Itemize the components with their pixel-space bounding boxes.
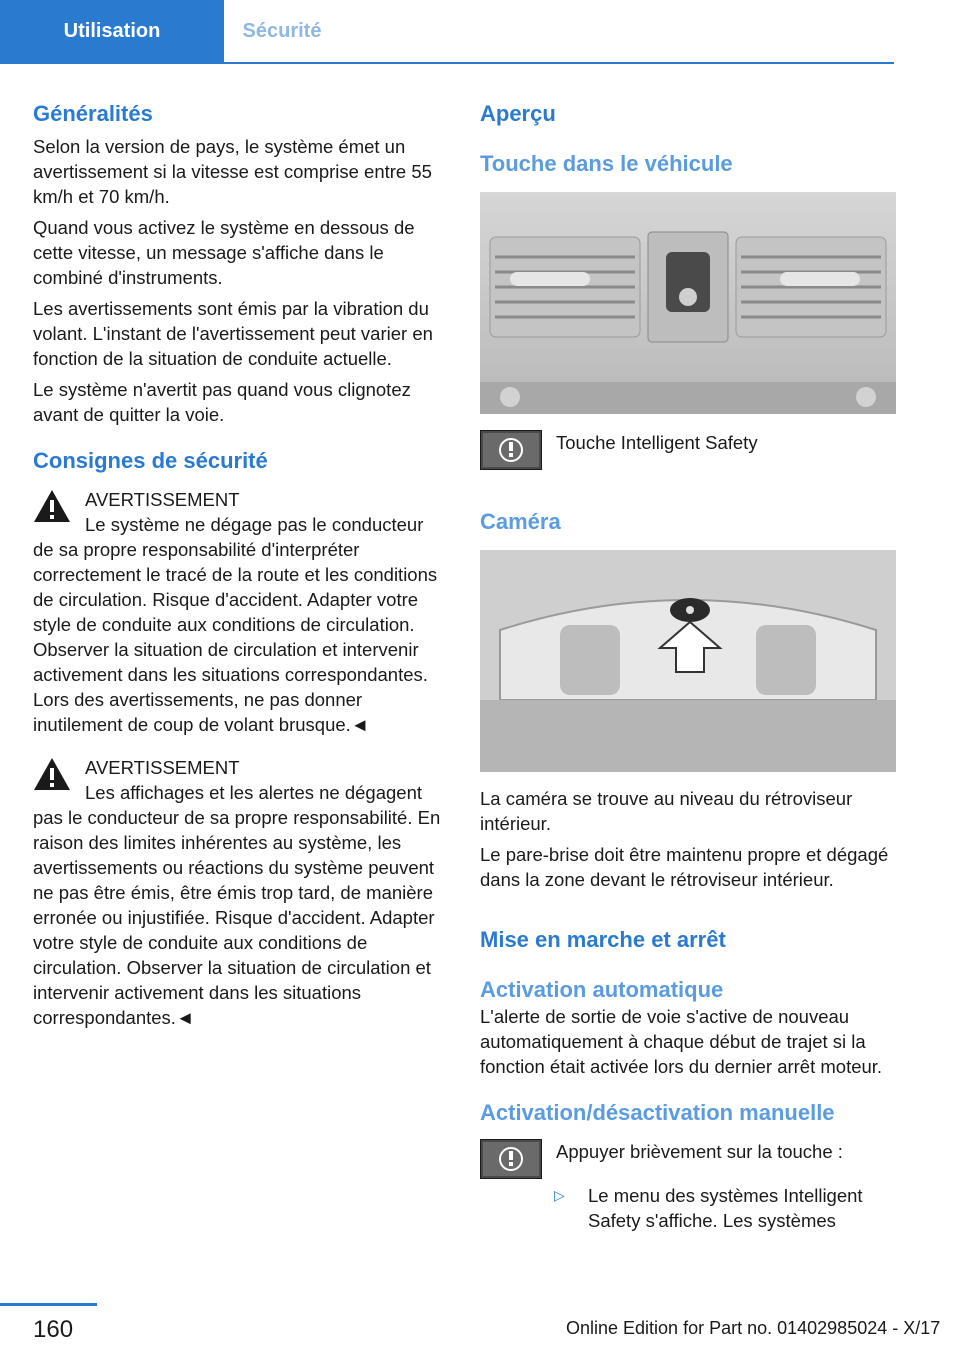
paragraph: Les avertissements sont émis par la vibration du volant. L'instant de l'avertissement peut varier en fonction de la situation de conduite actuelle.: [33, 298, 433, 369]
intelligent-safety-button-icon: [480, 430, 542, 470]
dashboard-button-photo: [480, 192, 896, 414]
intelligent-safety-button-icon: [480, 1139, 542, 1179]
warning-triangle-icon: [33, 489, 71, 523]
warning-text: Les affichages et les alertes ne dégagent pas le conducteur de sa propre responsabilité. En raison des limites inhérentes au système, les avertissements ou réactions du système peuvent ne pas être émis, être émis trop tard, de manière erronée ou injustifiée. Risque d'accident. Adapter votre style de conduite aux conditions de circulation. Observer la situation de circulation et intervenir activement dans les situations correspondantes.◄: [33, 782, 441, 1028]
left-column: [33, 100, 449, 1030]
heading-activation-manuelle: Activation/désactivation manuelle: [480, 1100, 835, 1125]
dashboard-vents-image: [480, 192, 896, 414]
instruction-text: Appuyer brièvement sur la touche :: [556, 1141, 843, 1162]
heading-generalites: Généralités: [33, 101, 153, 126]
button-instruction-row: [480, 1139, 896, 1179]
triangle-bullet-icon: ▷: [554, 1187, 565, 1203]
warning-triangle-icon: [33, 757, 71, 791]
caption-text: Touche Intelligent Safety: [556, 432, 758, 453]
header-bar: [0, 0, 894, 64]
heading-apercu: Aperçu: [480, 101, 556, 126]
heading-camera: Caméra: [480, 509, 561, 534]
camera-photo: [480, 550, 896, 772]
paragraph: Selon la version de pays, le système émet un avertissement si la vitesse est comprise entre 55 km/h et 70 km/h.: [33, 136, 432, 207]
right-column: [480, 100, 896, 1233]
warning-title: AVERTISSEMENT: [85, 757, 240, 778]
windshield-camera-image: [480, 550, 896, 772]
caption-touche-row: [480, 430, 896, 470]
heading-touche: Touche dans le véhicule: [480, 151, 733, 176]
paragraph: Quand vous activez le système en dessous de cette vitesse, un message s'affiche dans le combiné d'instruments.: [33, 217, 415, 288]
paragraph: Le pare-brise doit être maintenu propre et dégagé dans la zone devant le rétroviseur intérieur.: [480, 844, 889, 890]
list-item: [554, 1183, 896, 1233]
warning-block: [33, 487, 449, 737]
edition-text: Online Edition for Part no. 01402985024 - X/17: [566, 1318, 941, 1338]
paragraph: Le système n'avertit pas quand vous clignotez avant de quitter la voie.: [33, 379, 411, 425]
warning-text: Le système ne dégage pas le conducteur de sa propre responsabilité d'interpréter correctement le tracé de la route et les conditions de circulation. Risque d'accident. Adapter votre style de conduite aux conditions de circulation. Observer la situation de circulation et intervenir activement dans les situations correspondantes. Lors des avertissements, ne pas donner inutilement de coup de volant brusque.◄: [33, 514, 438, 735]
tab-securite[interactable]: Sécurité: [242, 19, 322, 42]
warning-block: [33, 755, 449, 1030]
paragraph: L'alerte de sortie de voie s'active de nouveau automatiquement à chaque début de trajet si la fonction était activée lors du dernier arrêt moteur.: [480, 1006, 883, 1077]
tab-utilisation[interactable]: Utilisation: [0, 0, 224, 62]
page-number: 160: [33, 1316, 74, 1343]
warning-title: AVERTISSEMENT: [85, 489, 240, 510]
heading-mise-en-marche: Mise en marche et arrêt: [480, 927, 726, 952]
list-item-text: Le menu des systèmes Intelligent Safety s'affiche. Les systèmes: [588, 1185, 863, 1231]
heading-activation-auto: Activation automatique: [480, 977, 724, 1002]
paragraph: La caméra se trouve au niveau du rétroviseur intérieur.: [480, 788, 853, 834]
footer-rule: [0, 1303, 97, 1306]
heading-consignes: Consignes de sécurité: [33, 448, 268, 473]
